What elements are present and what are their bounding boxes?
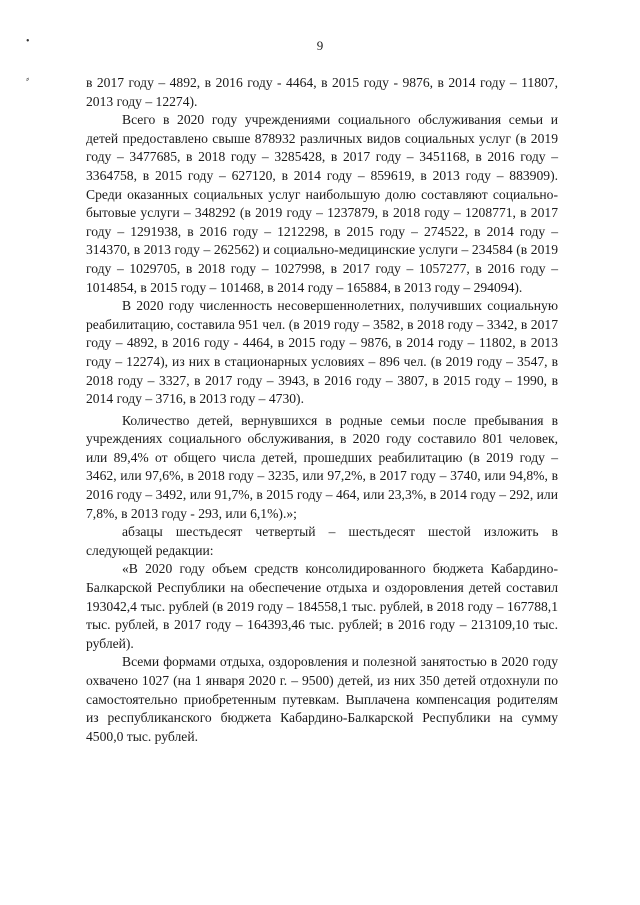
margin-mark: • — [26, 36, 30, 47]
paragraph-social-services: Всего в 2020 году учреждениями социального обслуживания семьи и детей предоставлено свыше 878932 различных видов социальных услуг (в 2019 году – 3477685, в 2018 году – 3285428, в 2017 году – 3451168, в 2016 году – 3364758, в 2015 году – 627120, в 2014 году – 859619, в 2013 году – 883909). Среди оказанных социальных услуг наибольшую долю составляют социально-бытовые услуги – 348292 (в 2019 году – 1237879, в 2018 году – 1208771, в 2017 году – 1291938, в 2016 году – 1212298, в 2015 году – 274522, в 2014 году – 314370, в 2013 году – 262562) и социально-медицинские услуги – 234584 (в 2019 году – 1029705, в 2018 году – 1027998, в 2017 году – 1057277, в 2016 году – 1014854, в 2015 году – 101468, в 2014 году – 165884, в 2013 году – 294094). — [86, 112, 558, 295]
margin-mark: ⸗ — [26, 74, 30, 85]
paragraph-rehabilitation: В 2020 году численность несовершеннолетних, получивших социальную реабилитацию, составила 951 чел. (в 2019 году – 3582, в 2018 году – 3342, в 2017 году – 4892, в 2016 году - 4464, в 2015 году – 9876, в 2014 году – 11802, в 2013 году – 12274), из них в стационарных условиях – 896 чел. (в 2019 году – 3547, в 2018 году – 3327, в 2017 году – 3943, в 2016 году – 3807, в 2015 году – 1990, в 2014 году – 3716, в 2013 году – 4730). — [86, 298, 558, 407]
paragraph-returned-children: Количество детей, вернувшихся в родные семьи после пребывания в учреждениях социального обслуживания, в 2020 году составило 801 человек, или 89,4% от общего числа детей, прошедших реабилитацию (в 2019 году – 3462, или 97,6%, в 2018 году – 3235, или 97,2%, в 2017 году – 3740, или 94,8%, в 2016 году – 3492, или 91,7%, в 2015 году – 464, или 23,3%, в 2014 году – 292, или 7,8%, в 2013 году - 293, или 6,1%).»; — [86, 412, 558, 521]
paragraph-budget: «В 2020 году объем средств консолидированного бюджета Кабардино-Балкарской Республики на обеспечение отдыха и оздоровления детей составил 193042,4 тыс. рублей (в 2019 году – 184558,1 тыс. рублей, в 2018 году – 167788,1 тыс. рублей, в 2017 году – 164393,46 тыс. рублей; в 2016 году – 213109,10 тыс. рублей). — [86, 561, 558, 651]
document-body — [86, 74, 558, 746]
paragraph-continuation: в 2017 году – 4892, в 2016 году - 4464, в 2015 году - 9876, в 2014 году – 11807, 2013 году – 12274). — [86, 75, 558, 109]
paragraph-recreation: Всеми формами отдыха, оздоровления и полезной занятостью в 2020 году охвачено 1027 (на 1 января 2020 г. – 9500) детей, из них 350 детей отдохнули по самостоятельно приобретенным путевкам. Выплачена компенсация родителям из республиканского бюджета Кабардино-Балкарской Республики на сумму 4500,0 тыс. рублей. — [86, 654, 558, 744]
paragraph-amendment-instruction: абзацы шестьдесят четвертый – шестьдесят шестой изложить в следующей редакции: — [86, 524, 558, 558]
page-number: 9 — [316, 38, 324, 53]
